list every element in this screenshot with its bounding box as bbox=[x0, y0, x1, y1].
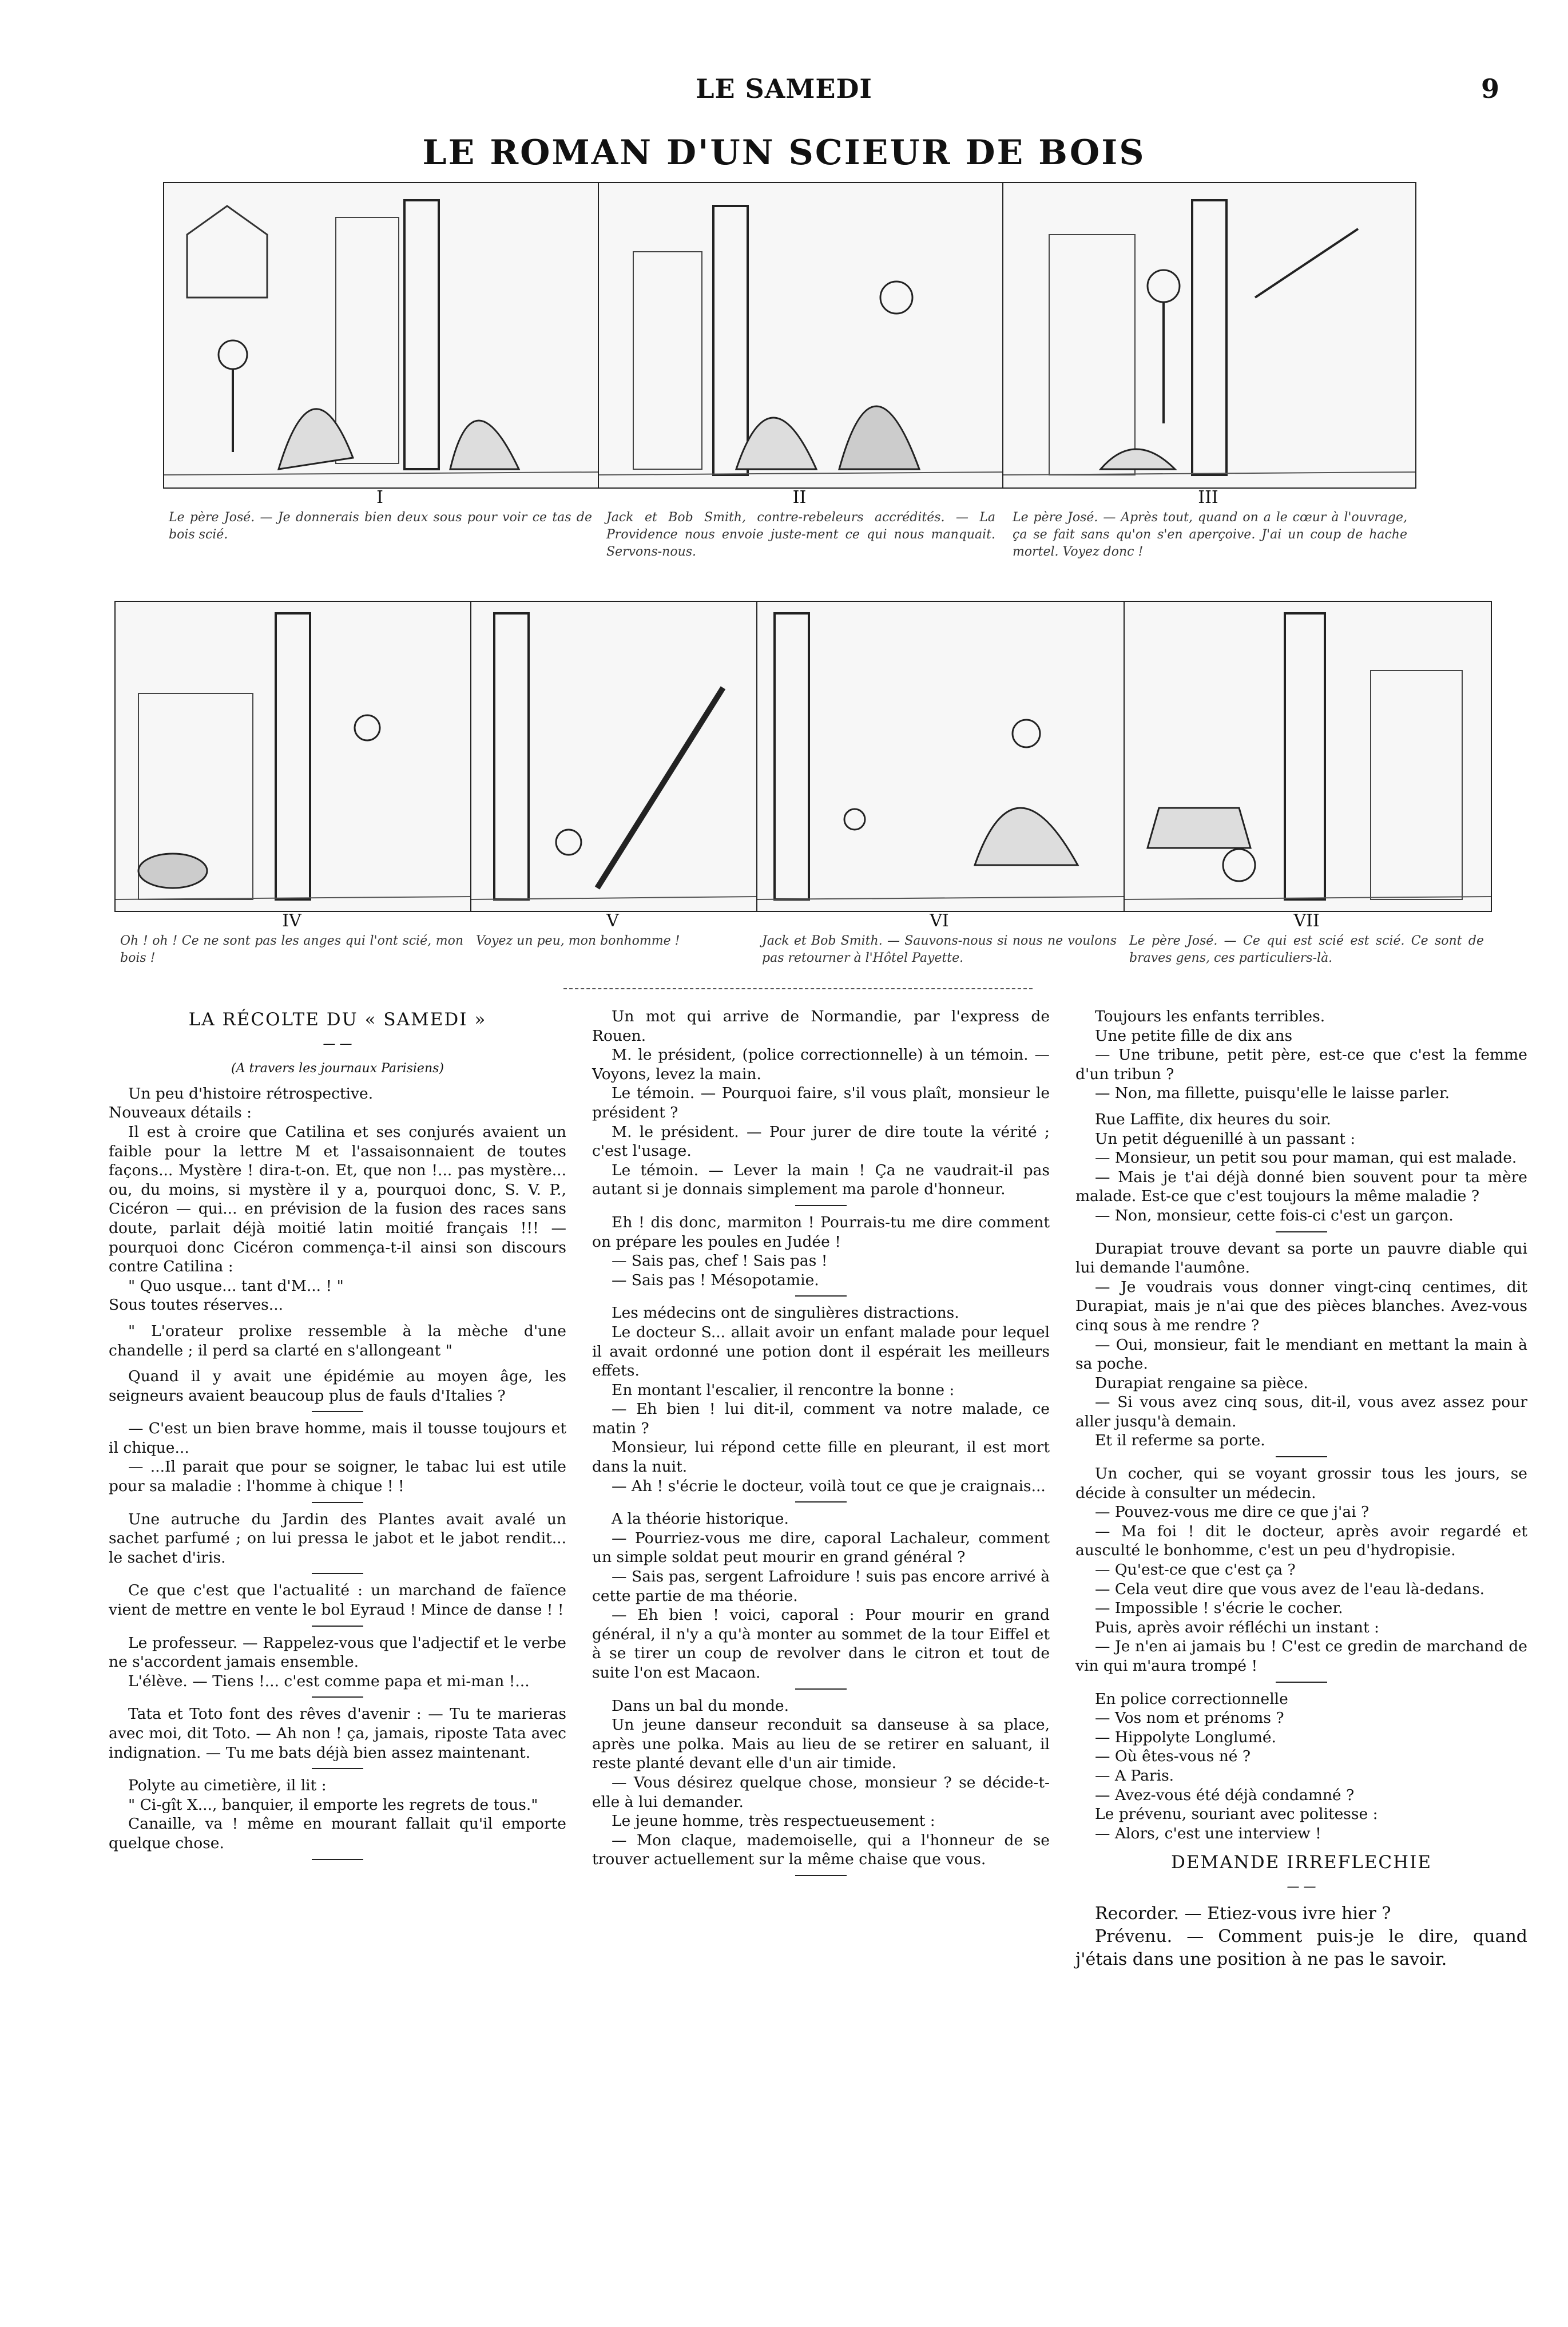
paragraph: Ce que c'est que l'actualité : un marchand de faïence vient de mettre en vente le bol Eyraud ! Mince de danse ! ! bbox=[109, 1581, 566, 1619]
paragraph: — Vous désirez quelque chose, monsieur ? se décide-t-elle à lui demander. bbox=[592, 1773, 1050, 1811]
section-heading-recolte: LA RÉCOLTE DU « SAMEDI » bbox=[188, 1009, 487, 1030]
column-3 bbox=[1075, 1007, 1527, 1971]
panel-numeral-5: V bbox=[606, 911, 619, 931]
paragraph: Un peu d'histoire rétrospective. bbox=[128, 1084, 374, 1103]
rule-divider bbox=[312, 1626, 363, 1627]
paragraph: Polyte au cimetière, il lit : bbox=[128, 1777, 327, 1795]
panel-caption-3: Le père José. — Après tout, quand on a le cœur à l'ouvrage, ça se fait sans qu'on s'en aperçoive. J'ai un coup de hache mortel. Voyez donc ! bbox=[1013, 510, 1407, 559]
section-separator bbox=[563, 988, 1033, 989]
paragraph: Recorder. — Etiez-vous ivre hier ? bbox=[1095, 1903, 1391, 1924]
illustration-panel-6 bbox=[756, 601, 1125, 912]
page-number: 9 bbox=[1480, 73, 1499, 104]
sketch-wheelbarrow-scene bbox=[1125, 602, 1491, 911]
panel-caption-7: Le père José. — Ce qui est scié est scié. Ce sont de braves gens, ces particuliers-là. bbox=[1129, 934, 1484, 965]
paragraph: — Non, monsieur, cette fois-ci c'est un garçon. bbox=[1095, 1206, 1454, 1224]
paragraph: En police correctionnelle bbox=[1095, 1690, 1288, 1708]
sketch-falling-tree bbox=[471, 602, 756, 911]
paragraph: L'élève. — Tiens !... c'est comme papa et mi-man !... bbox=[128, 1672, 530, 1690]
paragraph: " Ci-gît X..., banquier, il emporte les regrets de tous." bbox=[128, 1795, 538, 1814]
rule-divider bbox=[795, 1205, 847, 1206]
paragraph: M. le président. — Pour jurer de dire toute la vérité ; c'est l'usage. bbox=[592, 1123, 1050, 1160]
paragraph: Quand il y avait une épidémie au moyen âge, les seigneurs avaient beaucoup plus de fauls d'Italies ? bbox=[109, 1367, 566, 1405]
rule-divider bbox=[795, 1875, 847, 1876]
paragraph: — Hippolyte Longlumé. bbox=[1095, 1728, 1276, 1746]
paragraph: — Je n'en ai jamais bu ! C'est ce gredin de marchand de vin qui m'aura trompé ! bbox=[1075, 1638, 1527, 1675]
rule-divider bbox=[312, 1573, 363, 1574]
paragraph: — Je voudrais vous donner vingt-cinq centimes, dit Durapiat, mais je n'ai que des pièces blanches. Avez-vous cinq sous à me rendre ? bbox=[1075, 1278, 1527, 1334]
paragraph: — Ah ! s'écrie le docteur, voilà tout ce que je craignais... bbox=[612, 1477, 1046, 1495]
journal-header: LE SAMEDI bbox=[696, 73, 872, 104]
paragraph: Le docteur S... allait avoir un enfant malade pour lequel il avait ordonné une potion dont il espérait les meilleurs effets. bbox=[592, 1323, 1050, 1380]
paragraph: Rue Laffite, dix heures du soir. bbox=[1095, 1110, 1331, 1128]
paragraph: — Monsieur, un petit sou pour maman, qui est malade. bbox=[1095, 1149, 1517, 1167]
paragraph: Un petit déguenillé à un passant : bbox=[1095, 1129, 1356, 1148]
panel-numeral-2: II bbox=[792, 487, 807, 508]
rule-divider bbox=[1276, 1456, 1327, 1457]
panel-caption-4: Oh ! oh ! Ce ne sont pas les anges qui l'ont scié, mon bois ! bbox=[120, 934, 463, 965]
paragraph: — C'est un bien brave homme, mais il tousse toujours et il chique... bbox=[109, 1420, 566, 1457]
paragraph: Tata et Toto font des rêves d'avenir : — Tu te marieras avec moi, dit Toto. — Ah non ! ça, jamais, riposte Tata avec indignation. — Tu me bats déjà bien assez maintenant. bbox=[109, 1705, 566, 1762]
paragraph: — Cela veut dire que vous avez de l'eau là-dedans. bbox=[1095, 1580, 1485, 1598]
paragraph: Eh ! dis donc, marmiton ! Pourrais-tu me dire comment on prépare les poules en Judée ! bbox=[592, 1213, 1050, 1251]
paragraph: " L'orateur prolixe ressemble à la mèche d'une chandelle ; il perd sa clarté en s'allongeant " bbox=[109, 1322, 566, 1359]
paragraph: — Mais je t'ai déjà donné bien souvent pour ta mère malade. Est-ce que c'est toujours la même maladie ? bbox=[1075, 1168, 1527, 1206]
rule-divider bbox=[312, 1502, 363, 1503]
paragraph: — Qu'est-ce que c'est ça ? bbox=[1095, 1561, 1296, 1579]
paragraph: — Où êtes-vous né ? bbox=[1095, 1747, 1251, 1766]
paragraph: M. le président, (police correctionnelle) à un témoin. — Voyons, levez la main. bbox=[592, 1046, 1050, 1083]
panel-caption-5: Voyez un peu, mon bonhomme ! bbox=[476, 934, 680, 948]
paragraph: Et il referme sa porte. bbox=[1095, 1432, 1265, 1450]
paragraph: En montant l'escalier, il rencontre la bonne : bbox=[612, 1381, 955, 1399]
paragraph: Sous toutes réserves... bbox=[109, 1296, 284, 1314]
panel-numeral-4: IV bbox=[282, 911, 301, 931]
paragraph: — Non, ma fillette, puisqu'elle le laisse parler. bbox=[1095, 1084, 1450, 1103]
section-subheading: (A travers les journaux Parisiens) bbox=[231, 1061, 444, 1076]
sketch-woodcutter-axe-scene bbox=[1003, 183, 1415, 487]
paragraph: Une petite fille de dix ans bbox=[1095, 1026, 1293, 1045]
paragraph: — Mon claque, mademoiselle, qui a l'honneur de se trouver actuellement sur la même chaise que vous. bbox=[592, 1831, 1050, 1869]
paragraph: — Vos nom et prénoms ? bbox=[1095, 1709, 1284, 1727]
paragraph: Prévenu. — Comment puis-je le dire, quand j'étais dans une position à ne pas le savoir. bbox=[1075, 1926, 1527, 1969]
sketch-wood-pile-scene bbox=[164, 183, 598, 487]
paragraph: Toujours les enfants terribles. bbox=[1095, 1008, 1325, 1025]
rule-divider bbox=[312, 1696, 363, 1698]
paragraph: — Sais pas, chef ! Sais pas ! bbox=[612, 1252, 828, 1270]
paragraph: — Sais pas, sergent Lafroidure ! suis pas encore arrivé à cette partie de ma théorie. bbox=[592, 1568, 1050, 1605]
rule-divider bbox=[312, 1768, 363, 1769]
illustration-panel-7 bbox=[1124, 601, 1492, 912]
paragraph: Canaille, va ! même en mourant fallait qu'il emporte quelque chose. bbox=[109, 1815, 566, 1852]
paragraph: — Pourriez-vous me dire, caporal Lachaleur, comment un simple soldat peut mourir en grand général ? bbox=[592, 1529, 1050, 1567]
heading-dash: — — bbox=[1287, 1879, 1316, 1894]
paragraph: Une autruche du Jardin des Plantes avait avalé un sachet parfumé ; on lui pressa le jabot et le jabot rendit... le sachet d'iris. bbox=[109, 1510, 566, 1567]
paragraph: Le prévenu, souriant avec politesse : bbox=[1095, 1805, 1378, 1823]
illustration-panel-2 bbox=[598, 182, 1003, 489]
panel-caption-6: Jack et Bob Smith. — Sauvons-nous si nous ne voulons pas retourner à l'Hôtel Payette. bbox=[762, 934, 1117, 965]
paragraph: — Ma foi ! dit le docteur, après avoir regardé et ausculté le bonhomme, c'est un peu d'hydropisie. bbox=[1075, 1522, 1527, 1560]
sketch-thieves-scene bbox=[599, 183, 1002, 487]
paragraph: Durapiat rengaine sa pièce. bbox=[1095, 1374, 1308, 1392]
paragraph: — ...Il parait que pour se soigner, le tabac lui est utile pour sa maladie : l'homme à chique ! ! bbox=[109, 1458, 566, 1496]
panel-numeral-3: III bbox=[1198, 487, 1218, 508]
paragraph: — Alors, c'est une interview ! bbox=[1095, 1824, 1321, 1842]
paragraph: A la théorie historique. bbox=[612, 1510, 789, 1528]
paragraph: — Avez-vous été déjà condamné ? bbox=[1095, 1786, 1355, 1804]
paragraph: — Une tribune, petit père, est-ce que c'est la femme d'un tribun ? bbox=[1075, 1046, 1527, 1083]
section-heading-demande: DEMANDE IRREFLECHIE bbox=[1171, 1852, 1432, 1873]
paragraph: Nouveaux détails : bbox=[109, 1104, 252, 1122]
paragraph: Un mot qui arrive de Normandie, par l'express de Rouen. bbox=[592, 1008, 1050, 1045]
paragraph: — Sais pas ! Mésopotamie. bbox=[612, 1271, 819, 1289]
rule-divider bbox=[795, 1295, 847, 1297]
panel-caption-2: Jack et Bob Smith, contre-rebeleurs accrédités. — La Providence nous envoie juste-ment ce qui nous manquait. Servons-nous. bbox=[606, 510, 995, 559]
paragraph: Le professeur. — Rappelez-vous que l'adjectif et le verbe ne s'accordent jamais ensemble. bbox=[109, 1634, 566, 1671]
paragraph: Le témoin. — Pourquoi faire, s'il vous plaît, monsieur le président ? bbox=[592, 1084, 1050, 1121]
paragraph: Puis, après avoir réfléchi un instant : bbox=[1095, 1618, 1379, 1636]
rule-divider bbox=[1276, 1682, 1327, 1683]
column-2 bbox=[592, 1007, 1050, 1883]
paragraph: — Eh bien ! voici, caporal : Pour mourir en grand général, il n'y a qu'à monter au sommet de la tour Eiffel et à se tirer un coup de revolver dans le citron et tout de suite l'on est Macaon. bbox=[592, 1606, 1050, 1682]
rule-divider bbox=[1276, 1231, 1327, 1232]
paragraph: " Quo usque... tant d'M... ! " bbox=[128, 1277, 344, 1295]
rule-divider bbox=[312, 1411, 363, 1412]
paragraph: — Si vous avez cinq sous, dit-il, vous avez assez pour aller jusqu'à demain. bbox=[1075, 1393, 1527, 1430]
rule-divider bbox=[795, 1501, 847, 1503]
illustration-panel-4 bbox=[114, 601, 471, 912]
paragraph: — Impossible ! s'écrie le cocher. bbox=[1095, 1599, 1343, 1618]
sketch-running-thieves bbox=[757, 602, 1124, 911]
column-1 bbox=[109, 1007, 566, 1867]
sketch-cut-wood-discovery bbox=[116, 602, 470, 911]
paragraph: Le témoin. — Lever la main ! Ça ne vaudrait-il pas autant si je donnais simplement ma parole d'honneur. bbox=[592, 1161, 1050, 1199]
heading-dash: — — bbox=[323, 1036, 352, 1051]
paragraph: — Eh bien ! lui dit-il, comment va notre malade, ce matin ? bbox=[592, 1400, 1050, 1437]
paragraph: Les médecins ont de singulières distractions. bbox=[612, 1304, 959, 1322]
illustration-panel-1 bbox=[163, 182, 599, 489]
paragraph: Dans un bal du monde. bbox=[612, 1696, 789, 1715]
comic-title: LE ROMAN D'UN SCIEUR DE BOIS bbox=[422, 133, 1146, 173]
rule-divider bbox=[312, 1859, 363, 1860]
paragraph: Durapiat trouve devant sa porte un pauvre diable qui lui demande l'aumône. bbox=[1075, 1239, 1527, 1277]
panel-numeral-6: VI bbox=[930, 911, 949, 931]
paragraph: Il est à croire que Catilina et ses conjurés avaient un faible pour la lettre M et l'assaisonnaient de toutes façons... Mystère ! dira-t-on. Et, que non !... pas mystère... ou, du moins, si mystère il y a, pourquoi donc, S. V. P., Cicéron — qui... en prévision de la fusion des races sans doute, parlait déjà moitié latin moitié français !!! — pourquoi donc Cicéron commença-t-il ainsi son discours contre Catilina : bbox=[109, 1123, 566, 1276]
paragraph: Le jeune homme, très respectueusement : bbox=[612, 1812, 935, 1830]
panel-numeral-1: I bbox=[376, 487, 383, 508]
paragraph: — A Paris. bbox=[1095, 1766, 1174, 1785]
paragraph: — Pouvez-vous me dire ce que j'ai ? bbox=[1095, 1503, 1369, 1521]
paragraph: Un cocher, qui se voyant grossir tous les jours, se décide à consulter un médecin. bbox=[1075, 1465, 1527, 1502]
illustration-panel-3 bbox=[1002, 182, 1416, 489]
panel-caption-1: Le père José. — Je donnerais bien deux sous pour voir ce tas de bois scié. bbox=[169, 510, 592, 542]
panel-numeral-7: VII bbox=[1293, 911, 1320, 931]
paragraph: Un jeune danseur reconduit sa danseuse à sa place, après une polka. Mais au lieu de se retirer en saluant, il reste planté devant elle d'un air timide. bbox=[592, 1716, 1050, 1773]
illustration-panel-5 bbox=[470, 601, 757, 912]
paragraph: — Oui, monsieur, fait le mendiant en mettant la main à sa poche. bbox=[1075, 1335, 1527, 1373]
rule-divider bbox=[795, 1688, 847, 1690]
paragraph: Monsieur, lui répond cette fille en pleurant, il est mort dans la nuit. bbox=[592, 1438, 1050, 1476]
